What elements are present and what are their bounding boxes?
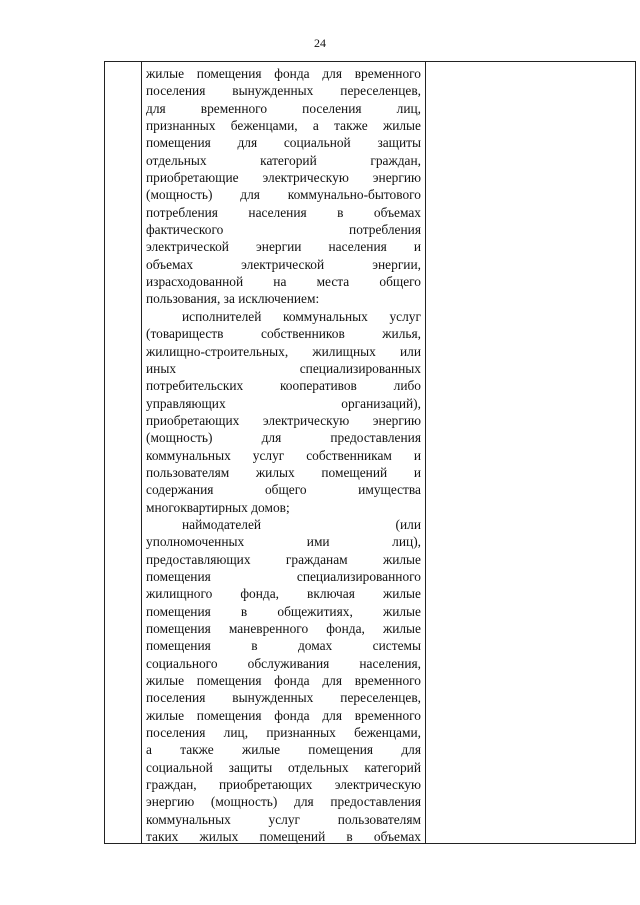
text-line: управляющих организаций), — [146, 395, 421, 411]
page-number: 24 — [314, 36, 326, 50]
text-line: энергию (мощность) для предоставления — [146, 794, 421, 810]
paragraph — [146, 65, 421, 308]
text-line: жилищно-строительных, жилищных или — [146, 343, 421, 359]
text-line: поселения лиц, признанных беженцами, — [146, 725, 421, 741]
paragraph — [146, 516, 421, 846]
text-line: коммунальных услуг собственникам и — [146, 447, 421, 463]
text-line: предоставляющих гражданам жилые — [146, 551, 421, 567]
text-line: таких жилых помещений в объемах — [146, 829, 421, 845]
text-line: граждан, приобретающих электрическую — [146, 777, 421, 793]
text-line: (товариществ собственников жилья, — [146, 326, 421, 342]
column-divider-left — [141, 62, 142, 843]
text-line: фактического потребления — [146, 222, 421, 238]
text-line: электрической энергии населения и — [146, 239, 421, 255]
text-line: жилые помещения фонда для временного — [146, 707, 421, 723]
text-line: (мощность) для предоставления — [146, 430, 421, 446]
text-line: потребления населения в объемах — [146, 204, 421, 220]
text-line: исполнителей коммунальных услуг — [182, 308, 421, 324]
text-line: а также жилые помещения для — [146, 742, 421, 758]
text-line: жилые помещения фонда для временного — [146, 673, 421, 689]
text-line: признанных беженцами, а также жилые — [146, 118, 421, 134]
text-line: пользования, за исключением: — [146, 291, 320, 307]
text-line: помещения специализированного — [146, 568, 421, 584]
text-line: помещения в общежитиях, жилые — [146, 603, 421, 619]
paragraph — [146, 308, 421, 516]
text-line: приобретающих электрическую энергию — [146, 412, 421, 428]
column-divider-right — [425, 62, 426, 843]
text-line: иных специализированных — [146, 360, 421, 376]
text-line: уполномоченных ими лиц), — [146, 534, 421, 550]
text-line: социального обслуживания населения, — [146, 655, 421, 671]
text-line: жилые помещения фонда для временного — [146, 66, 421, 81]
text-line: наймодателей (или — [182, 516, 421, 532]
text-line: многоквартирных домов; — [146, 499, 290, 515]
text-line: для временного поселения лиц, — [146, 100, 421, 116]
text-line: коммунальных услуг пользователям — [146, 811, 421, 827]
text-line: помещения маневренного фонда, жилые — [146, 621, 421, 636]
text-line: приобретающие электрическую энергию — [146, 170, 421, 186]
text-line: поселения вынужденных переселенцев, — [146, 690, 421, 706]
text-line: помещения для социальной защиты — [146, 135, 421, 151]
text-line: жилищного фонда, включая жилые — [146, 586, 421, 602]
text-line: потребительских кооперативов либо — [146, 378, 421, 394]
text-line: отдельных категорий граждан, — [146, 152, 421, 168]
text-line: поселения вынужденных переселенцев, — [146, 83, 421, 99]
text-line: помещения в домах системы — [146, 638, 421, 654]
text-line: объемах электрической энергии, — [146, 256, 421, 272]
document-table — [104, 61, 636, 844]
text-line: пользователям жилых помещений и — [146, 464, 421, 480]
text-line: (мощность) для коммунально-бытового — [146, 187, 421, 203]
text-line: социальной защиты отдельных категорий — [146, 759, 421, 775]
table-cell-text — [146, 65, 421, 845]
text-line: израсходованной на места общего — [146, 274, 421, 290]
text-line: содержания общего имущества — [146, 482, 421, 498]
